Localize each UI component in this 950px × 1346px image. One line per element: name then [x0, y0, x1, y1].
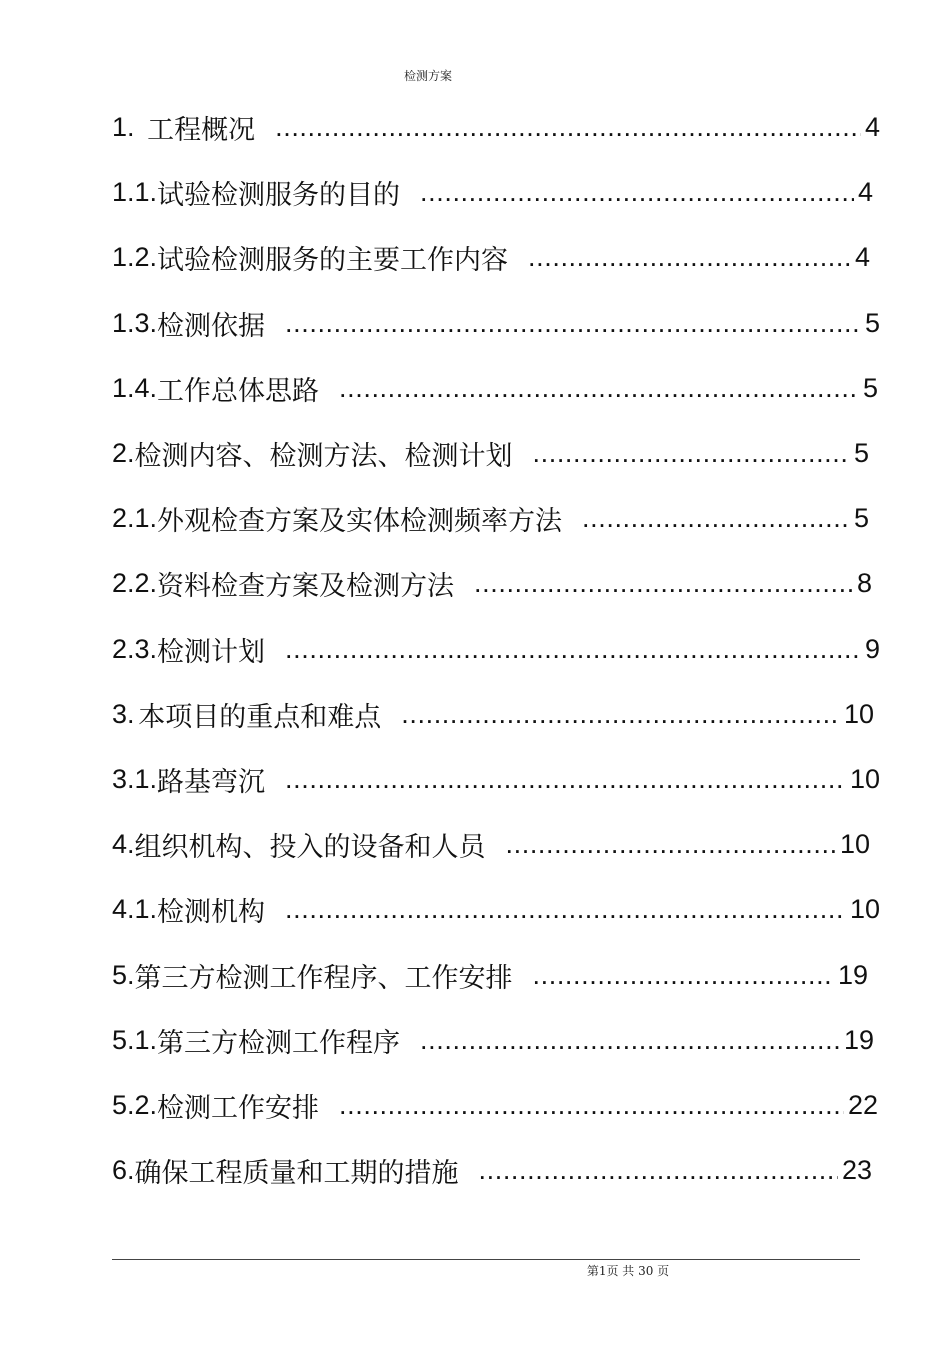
toc-title: 检测内容、检测方法、检测计划 — [134, 440, 513, 472]
toc-page-number: 19 — [843, 1024, 874, 1055]
page-footer: 第1页 共 30 页 — [586, 1264, 670, 1278]
toc-leader-dots — [265, 894, 846, 925]
toc-leader-dots — [562, 503, 850, 534]
footer-divider — [112, 1259, 860, 1260]
toc-leader-dots — [486, 829, 836, 860]
toc-entry[interactable] — [112, 694, 874, 734]
toc-entry[interactable] — [112, 1085, 878, 1125]
toc-title: 工程概况 — [147, 114, 256, 146]
toc-number: 3. — [112, 698, 135, 729]
toc-page-number: 23 — [841, 1154, 872, 1185]
toc-leader-dots — [513, 960, 834, 991]
toc-leader-dots — [513, 438, 850, 469]
toc-title: 外观检查方案及实体检测频率方法 — [157, 505, 563, 537]
toc-entry[interactable] — [112, 172, 873, 212]
toc-entry[interactable] — [112, 889, 880, 929]
toc-number: 1.3. — [112, 307, 158, 338]
toc-title: 第三方检测工作程序 — [157, 1027, 401, 1059]
toc-entry[interactable] — [112, 433, 869, 473]
toc-title: 试验检测服务的目的 — [157, 179, 401, 211]
toc-entry[interactable] — [112, 368, 878, 408]
toc-entry[interactable] — [112, 237, 870, 277]
toc-page-number: 8 — [856, 567, 872, 598]
toc-page-number: 4 — [857, 176, 873, 207]
toc-number: 1. — [112, 111, 135, 142]
toc-page-number: 10 — [843, 698, 874, 729]
toc-page-number: 10 — [839, 828, 870, 859]
toc-page-number: 5 — [853, 502, 869, 533]
toc-entry[interactable] — [112, 759, 880, 799]
toc-entry[interactable] — [112, 629, 880, 669]
toc-title: 检测机构 — [157, 896, 266, 928]
toc-leader-dots — [381, 699, 840, 730]
toc-title: 检测依据 — [157, 310, 266, 342]
toc-entry[interactable] — [112, 107, 880, 147]
toc-leader-dots — [459, 1155, 838, 1186]
toc-title: 确保工程质量和工期的措施 — [134, 1157, 459, 1189]
toc-leader-dots — [400, 177, 854, 208]
toc-number: 1.1. — [112, 176, 158, 207]
toc-title: 检测工作安排 — [157, 1092, 320, 1124]
toc-leader-dots — [265, 634, 861, 665]
toc-number: 4.1. — [112, 893, 158, 924]
toc-title: 本项目的重点和难点 — [138, 701, 382, 733]
toc-leader-dots — [319, 373, 859, 404]
toc-page-number: 5 — [853, 437, 869, 468]
toc-title: 第三方检测工作程序、工作安排 — [134, 962, 513, 994]
toc-number: 2.3. — [112, 633, 158, 664]
toc-number: 2.1. — [112, 502, 158, 533]
toc-leader-dots — [508, 242, 851, 273]
toc-entry[interactable] — [112, 303, 880, 343]
toc-page-number: 9 — [864, 633, 880, 664]
toc-number: 1.4. — [112, 372, 158, 403]
toc-number: 5. — [112, 959, 135, 990]
toc-entry[interactable] — [112, 563, 872, 603]
toc-entry[interactable] — [112, 1020, 874, 1060]
toc-page-number: 4 — [864, 111, 880, 142]
toc-entry[interactable] — [112, 1150, 872, 1190]
toc-title: 检测计划 — [157, 636, 266, 668]
toc-page-number: 19 — [837, 959, 868, 990]
toc-number: 4. — [112, 828, 135, 859]
toc-number: 2. — [112, 437, 135, 468]
toc-entry[interactable] — [112, 955, 868, 995]
toc-leader-dots — [454, 568, 853, 599]
toc-leader-dots — [265, 764, 846, 795]
toc-page-number: 10 — [849, 763, 880, 794]
toc-leader-dots — [255, 112, 861, 143]
toc-page-number: 5 — [862, 372, 878, 403]
toc-number: 6. — [112, 1154, 135, 1185]
toc-leader-dots — [400, 1025, 840, 1056]
page-header: 检测方案 — [403, 69, 452, 83]
toc-number: 5.1. — [112, 1024, 158, 1055]
toc-number: 5.2. — [112, 1089, 158, 1120]
toc-page-number: 5 — [864, 307, 880, 338]
toc-number: 1.2. — [112, 241, 158, 272]
toc-leader-dots — [319, 1090, 844, 1121]
toc-title: 工作总体思路 — [157, 375, 320, 407]
toc-number: 3.1. — [112, 763, 158, 794]
toc-page-number: 22 — [847, 1089, 878, 1120]
toc-title: 路基弯沉 — [157, 766, 266, 798]
toc-entry[interactable] — [112, 824, 870, 864]
toc-entry[interactable] — [112, 498, 869, 538]
toc-leader-dots — [265, 308, 861, 339]
toc-title: 试验检测服务的主要工作内容 — [157, 244, 509, 276]
toc-number: 2.2. — [112, 567, 158, 598]
toc-title: 组织机构、投入的设备和人员 — [134, 831, 486, 863]
toc-page-number: 10 — [849, 893, 880, 924]
toc-page-number: 4 — [854, 241, 870, 272]
toc-title: 资料检查方案及检测方法 — [157, 570, 455, 602]
